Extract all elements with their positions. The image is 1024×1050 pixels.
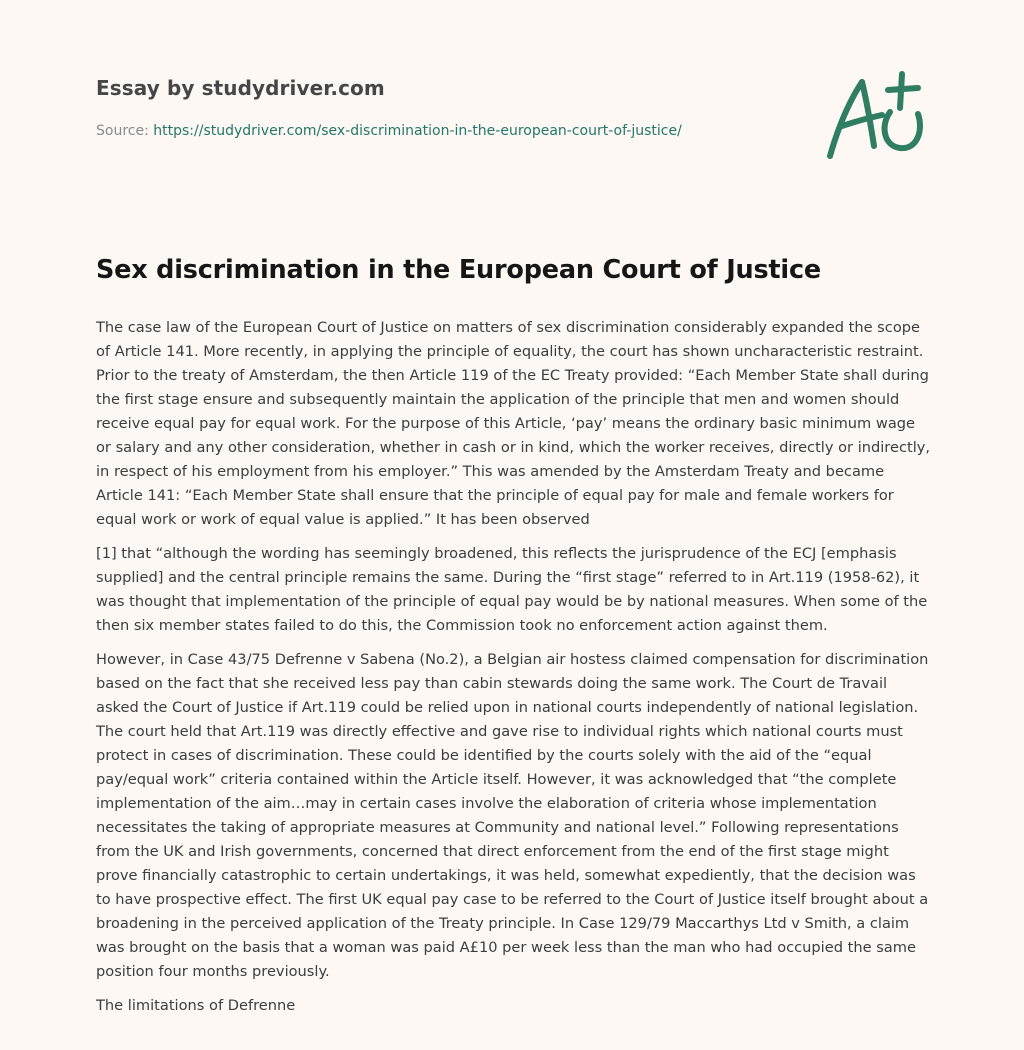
paragraph: However, in Case 43/75 Defrenne v Sabena (No.2), a Belgian air hostess claimed compensation for discrimination based on the fact that she received less pay than cabin stewards doing the same work. The Court de Travail asked the Court of Justice if Art.119 could be relied upon in national courts independently of national legislation. The court held that Art.119 was directly effective and gave rise to individual rights which national courts must protect in cases of discrimination. These could be identified by the courts solely with the aid of the “equal pay/equal work” criteria contained within the Article itself. However, it was acknowledged that “the complete implementation of the aim…may in certain cases involve the elaboration of criteria whose implementation necessitates the taking of appropriate measures at Community and national level.” Following representations from the UK and Irish governments, concerned that direct enforcement from the end of the first stage might prove financially catastrophic to certain undertakings, it was held, somewhat expediently, that the decision was to have prospective effect. The first UK equal pay case to be referred to the Court of Justice itself brought about a broadening in the perceived application of the Treaty principle. In Case 129/79 Maccarthys Ltd v Smith, a claim was brought on the basis that a woman was paid A£10 per week less than the man who had occupied the same position four months previously. — [96, 651, 929, 980]
source-label: Source: — [96, 123, 149, 139]
paragraph: The case law of the European Court of Justice on matters of sex discrimination considerably expanded the scope of Article 141. More recently, in applying the principle of equality, the court has shown uncharacteristic restraint. Prior to the treaty of Amsterdam, the then Article 119 of the EC Treaty provided: “Each Member State shall during the first stage ensure and subsequently maintain the application of the principle that men and women should receive equal pay for equal work. For the purpose of this Article, ‘pay’ means the ordinary basic minimum wage or salary and any other consideration, whether in cash or in kind, which the worker receives, directly or indirectly, in respect of his employment from his employer.” This was amended by the Amsterdam Treaty and became Article 141: “Each Member State shall ensure that the principle of equal pay for male and female workers for equal work or work of equal value is applied.” It has been observed — [96, 319, 931, 528]
source-link[interactable]: https://studydriver.com/sex-discrimination-in-the-european-court-of-justice/ — [153, 123, 682, 139]
brand-title: Essay by studydriver.com — [96, 76, 385, 100]
article-title: Sex discrimination in the European Court of Justice — [96, 255, 821, 285]
paragraph: [1] that “although the wording has seemingly broadened, this reflects the jurisprudence of the ECJ [emphasis supplied] and the central principle remains the same. During the “first stage” referred to in Art.119 (1958-62), it was thought that implementation of the principle of equal pay would be by national measures. When some of the then six member states failed to do this, the Commission took no enforcement action against them. — [96, 545, 928, 634]
source-line — [96, 123, 796, 139]
paragraph: The limitations of Defrenne — [96, 997, 296, 1014]
page-header — [96, 76, 796, 139]
article-body — [96, 316, 934, 1028]
a-plus-grade-icon — [820, 68, 930, 164]
